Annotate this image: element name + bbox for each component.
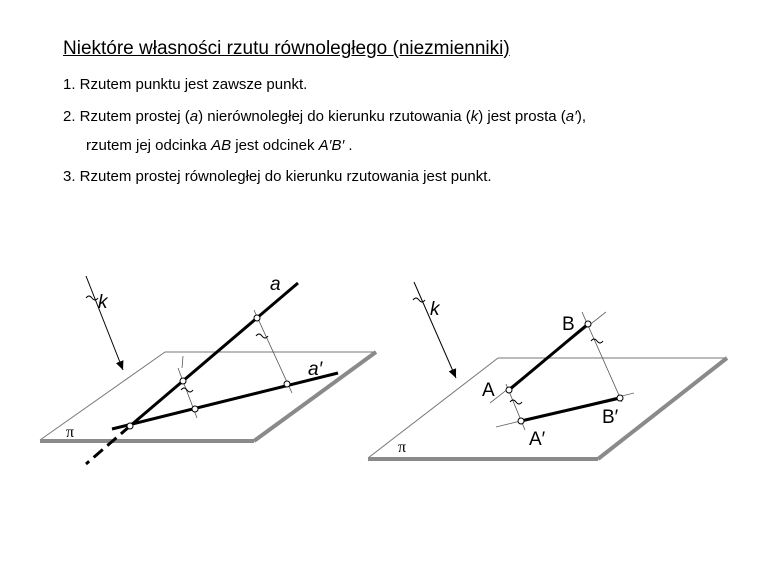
text-fragment: . — [344, 137, 353, 154]
property-3: 3. Rzutem prostej równoległej do kierunku rzutowania jest punkt. — [63, 168, 492, 185]
text-fragment: jest odcinek — [231, 137, 319, 154]
right-label-B-prime: B′ — [602, 407, 619, 428]
left-figure — [40, 274, 376, 464]
var-k: k — [470, 108, 479, 125]
right-label-A: A — [482, 380, 495, 401]
property-1: 1. Rzutem punktu jest zawsze punkt. — [63, 76, 308, 93]
var-a-prime: a′ — [565, 108, 577, 125]
left-label-a: a — [270, 274, 281, 295]
left-projectors — [178, 310, 292, 418]
left-label-plane: π — [66, 424, 75, 441]
left-plane — [40, 352, 376, 441]
right-direction-k — [413, 282, 456, 378]
var-a: a — [189, 108, 199, 125]
text-fragment: 2. Rzutem prostej ( — [63, 108, 190, 125]
text-fragment: ), — [576, 108, 587, 125]
right-label-plane: π — [398, 439, 407, 456]
var-a-prime-b-prime: A′B′ — [318, 137, 345, 154]
right-label-k: k — [430, 299, 440, 320]
left-direction-k — [86, 276, 123, 370]
text-fragment: ) nierównoległej do kierunku rzutowania ( — [198, 108, 471, 125]
right-plane — [368, 358, 727, 459]
page-title: Niektóre własności rzutu równoległego (niezmienniki) — [63, 38, 510, 59]
text-fragment: rzutem jej odcinka — [86, 137, 212, 154]
right-figure — [368, 282, 727, 459]
right-label-A-prime: A′ — [529, 429, 546, 450]
left-line-a-prime — [112, 373, 338, 429]
left-line-a — [86, 283, 298, 464]
text-fragment: ) jest prosta ( — [478, 108, 566, 125]
right-segment-ab — [509, 324, 588, 390]
left-label-a-prime: a′ — [308, 359, 323, 380]
right-label-B: B — [562, 314, 575, 335]
var-ab: AB — [211, 137, 232, 154]
left-label-k: k — [98, 292, 108, 313]
